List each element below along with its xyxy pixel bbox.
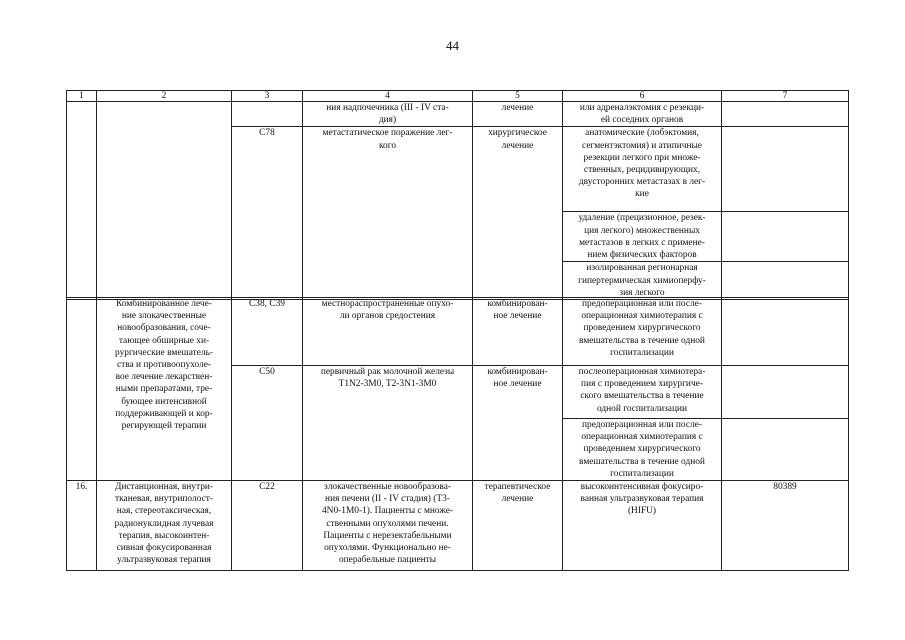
table-cell xyxy=(563,102,722,127)
care-type-text: Комбинированное лече- ние злокачественные новообразования, соче- тающее обширные хи- рургические вмешатель- ства и противоопухоле- вое лечение лекарствен- ными препаратами, тре- бующее интенсивной поддерживающей и кор- регирующей терапии xyxy=(115,299,213,432)
table-cell xyxy=(722,366,849,419)
diagnosis-text: местнораспространенные опухо- ли органов средостения xyxy=(321,299,454,322)
medical-care-table xyxy=(66,90,849,300)
table-cell xyxy=(67,481,97,571)
diagnosis-text: злокачественные новообразова- ния печени (II - IV стадия) (T3- 4N0-1M0-1). Пациенты с множе- ственными опухолями печени. Пациенты с нерезектабельными опухолями. Функционально не- операбельные пациенты xyxy=(321,482,454,566)
table-cell xyxy=(722,212,849,262)
column-header: 5 xyxy=(473,91,563,102)
treatment-method-text: предоперационная или после- операционная химиотерапия с проведением хирургического вмешательства в течение одной госпитализации xyxy=(579,299,705,358)
row-number: 16. xyxy=(75,482,88,493)
table-cell xyxy=(473,481,563,571)
treatment-method-text: удаление (прецизионное, резек- ция легкого) множественных метастазов в легких с примене- нием физических факторов xyxy=(578,213,706,261)
icd-code: C78 xyxy=(259,128,275,139)
table-cell xyxy=(232,481,303,571)
table-cell xyxy=(563,366,722,419)
table-row xyxy=(67,481,849,571)
table-cell xyxy=(722,481,849,571)
column-header: 2 xyxy=(97,91,232,102)
treatment-type-text: лечение xyxy=(501,103,534,113)
table-cell xyxy=(303,102,473,127)
table-cell xyxy=(563,298,722,366)
column-header: 3 xyxy=(232,91,303,102)
table-cell xyxy=(563,212,722,262)
table-row xyxy=(67,298,849,366)
treatment-method-text: послеоперационная химиотера- пия с проведением хирургиче- ского вмешательства в течение одной госпитализации xyxy=(578,367,706,414)
icd-code: C50 xyxy=(259,367,275,377)
table-cell xyxy=(67,298,97,481)
page-number: 44 xyxy=(446,38,459,53)
table-cell xyxy=(722,262,849,300)
table-cell xyxy=(67,102,97,300)
treatment-method-text: предоперационная или после- операционная химиотерапия с проведением хирургического вмешательства в течение одной госпитализации xyxy=(579,420,705,479)
treatment-method-text: или адреналэктомия с резекци- ей соседних органов xyxy=(579,103,705,126)
treatment-method-text: высокоинтенсивная фокусиро- ванная ультразвуковая терапия (HIFU) xyxy=(580,482,704,517)
table-cell xyxy=(97,298,232,481)
diagnosis-text: ния надпочечника (III - IV ста- дия) xyxy=(326,103,449,126)
table-header-row xyxy=(67,91,849,102)
treatment-type-text: комбинирован- ное лечение xyxy=(487,299,548,322)
column-header: 6 xyxy=(563,91,722,102)
column-header: 7 xyxy=(722,91,849,102)
price-value: 80389 xyxy=(773,482,797,493)
table-cell xyxy=(97,102,232,300)
table-cell xyxy=(303,127,473,300)
diagnosis-text: метастатическое поражение лег- кого xyxy=(322,128,453,151)
table-cell xyxy=(232,366,303,481)
table-cell xyxy=(232,127,303,300)
treatment-type-text: комбинирован- ное лечение xyxy=(487,367,548,390)
table-cell xyxy=(232,102,303,127)
table-cell xyxy=(722,102,849,127)
table-cell xyxy=(473,102,563,127)
table-cell xyxy=(303,481,473,571)
care-type-text: Дистанционная, внутри- тканевая, внутриполост- ная, стереотаксическая, радионуклидная лучевая терапия, высокоинтен- сивная фокусированная ультразвуковая терапия xyxy=(114,482,214,566)
table-cell xyxy=(563,419,722,481)
treatment-type-text: хирургическое лечение xyxy=(488,128,547,151)
treatment-method-text: изолированная регионарная гипертермическая химиоперфу- зия легкого xyxy=(578,263,706,298)
diagnosis-text: первичный рак молочной железы T1N2-3M0, T2-3N1-3M0 xyxy=(320,367,455,390)
icd-code: C22 xyxy=(259,482,275,493)
table-cell xyxy=(473,298,563,366)
icd-code: C38, C39 xyxy=(249,299,285,309)
column-header: 1 xyxy=(67,91,97,102)
table-cell xyxy=(563,262,722,300)
table-cell xyxy=(722,298,849,366)
column-header: 4 xyxy=(303,91,473,102)
table-cell xyxy=(722,127,849,212)
medical-care-table-continued xyxy=(66,297,849,571)
table-cell xyxy=(563,127,722,212)
table-cell xyxy=(303,366,473,481)
table-cell xyxy=(722,419,849,481)
table-cell xyxy=(97,481,232,571)
treatment-method-text: анатомические (лобэктомия, сегментэктомия) и атипичные резекции легкого при множе- ственных, рецидивирующих, двусторонних метастазах в лег- кие xyxy=(578,128,706,200)
table-cell xyxy=(232,298,303,366)
table-row xyxy=(67,102,849,127)
treatment-type-text: терапевтическое лечение xyxy=(484,482,551,505)
table-cell xyxy=(473,366,563,481)
table-cell xyxy=(303,298,473,366)
table-cell xyxy=(563,481,722,571)
table-cell xyxy=(473,127,563,300)
